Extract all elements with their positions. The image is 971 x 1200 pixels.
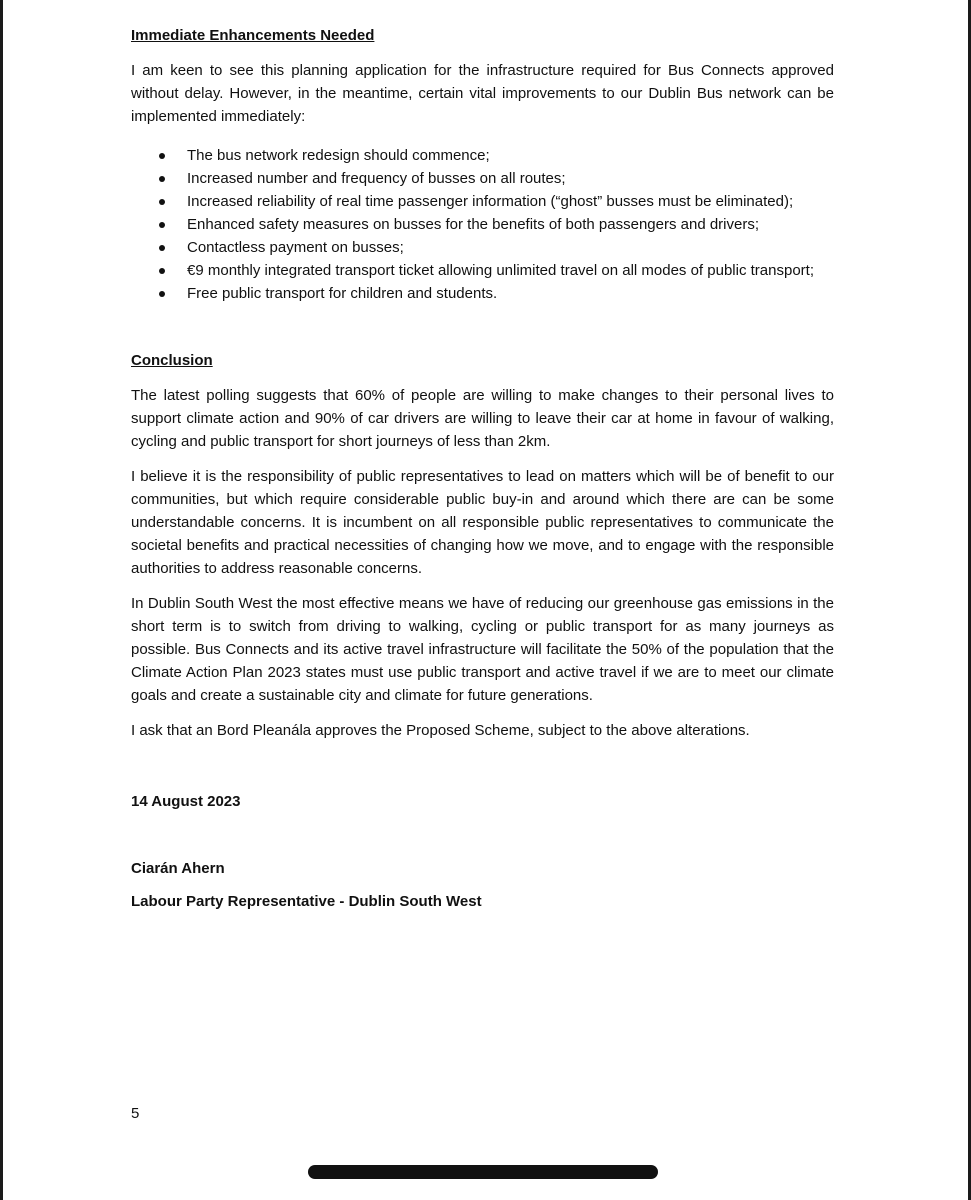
list-item (131, 167, 834, 190)
bullet-icon (159, 268, 165, 274)
left-edge-shadow (0, 0, 3, 1200)
bullet-icon (159, 153, 165, 159)
list-item (131, 282, 834, 305)
conclusion-paragraph: I believe it is the responsibility of public representatives to lead on matters which will be of benefit to our communities, but which require considerable public buy-in and around which there are can be some understandable concerns. It is incumbent on all responsible public representatives to communicate the societal benefits and practical necessities of changing how we move, and to engage with the responsible authorities to address reasonable concerns. (131, 468, 834, 577)
document-date: 14 August 2023 (131, 793, 241, 810)
list-item (131, 144, 834, 167)
list-item-text: €9 monthly integrated transport ticket allowing unlimited travel on all modes of public transport; (187, 262, 814, 279)
enhancements-list (131, 144, 834, 305)
list-item-text: Enhanced safety measures on busses for the benefits of both passengers and drivers; (187, 216, 760, 233)
conclusion-heading: Conclusion (131, 352, 213, 369)
list-item (131, 190, 834, 213)
document-content (131, 24, 834, 913)
list-item-text: Contactless payment on busses; (187, 239, 404, 256)
home-indicator-bar[interactable] (308, 1165, 658, 1179)
list-item-text: Free public transport for children and students. (187, 285, 498, 302)
conclusion-paragraph: In Dublin South West the most effective means we have of reducing our greenhouse gas emissions in the short term is to switch from driving to walking, cycling or public transport for as many journeys as possible. Bus Connects and its active travel infrastructure will facilitate the 50% of the population that the Climate Action Plan 2023 states must use public transport and active travel if we are to meet our climate goals and create a sustainable city and climate for future generations. (131, 595, 834, 704)
bullet-icon (159, 291, 165, 297)
bullet-icon (159, 176, 165, 182)
bullet-icon (159, 222, 165, 228)
bullet-icon (159, 245, 165, 251)
conclusion-paragraph: The latest polling suggests that 60% of people are willing to make changes to their personal lives to support climate action and 90% of car drivers are willing to leave their car at home in favour of walking, cycling and public transport for short journeys of less than 2km. (131, 387, 834, 450)
conclusion-paragraph: I ask that an Bord Pleanála approves the Proposed Scheme, subject to the above alterations. (131, 722, 750, 739)
list-item-text: Increased reliability of real time passenger information (“ghost” busses must be eliminated); (187, 193, 794, 210)
page-number: 5 (131, 1105, 140, 1122)
list-item (131, 236, 834, 259)
signature-title: Labour Party Representative - Dublin South West (131, 893, 482, 910)
enhancements-heading: Immediate Enhancements Needed (131, 27, 375, 44)
list-item-text: Increased number and frequency of busses on all routes; (187, 170, 566, 187)
list-item (131, 259, 834, 282)
bullet-icon (159, 199, 165, 205)
enhancements-intro: I am keen to see this planning application for the infrastructure required for Bus Connects approved without delay. However, in the meantime, certain vital improvements to our Dublin Bus network can be implemented immediately: (131, 62, 834, 125)
list-item-text: The bus network redesign should commence; (187, 147, 490, 164)
list-item (131, 213, 834, 236)
signature-name: Ciarán Ahern (131, 860, 225, 877)
